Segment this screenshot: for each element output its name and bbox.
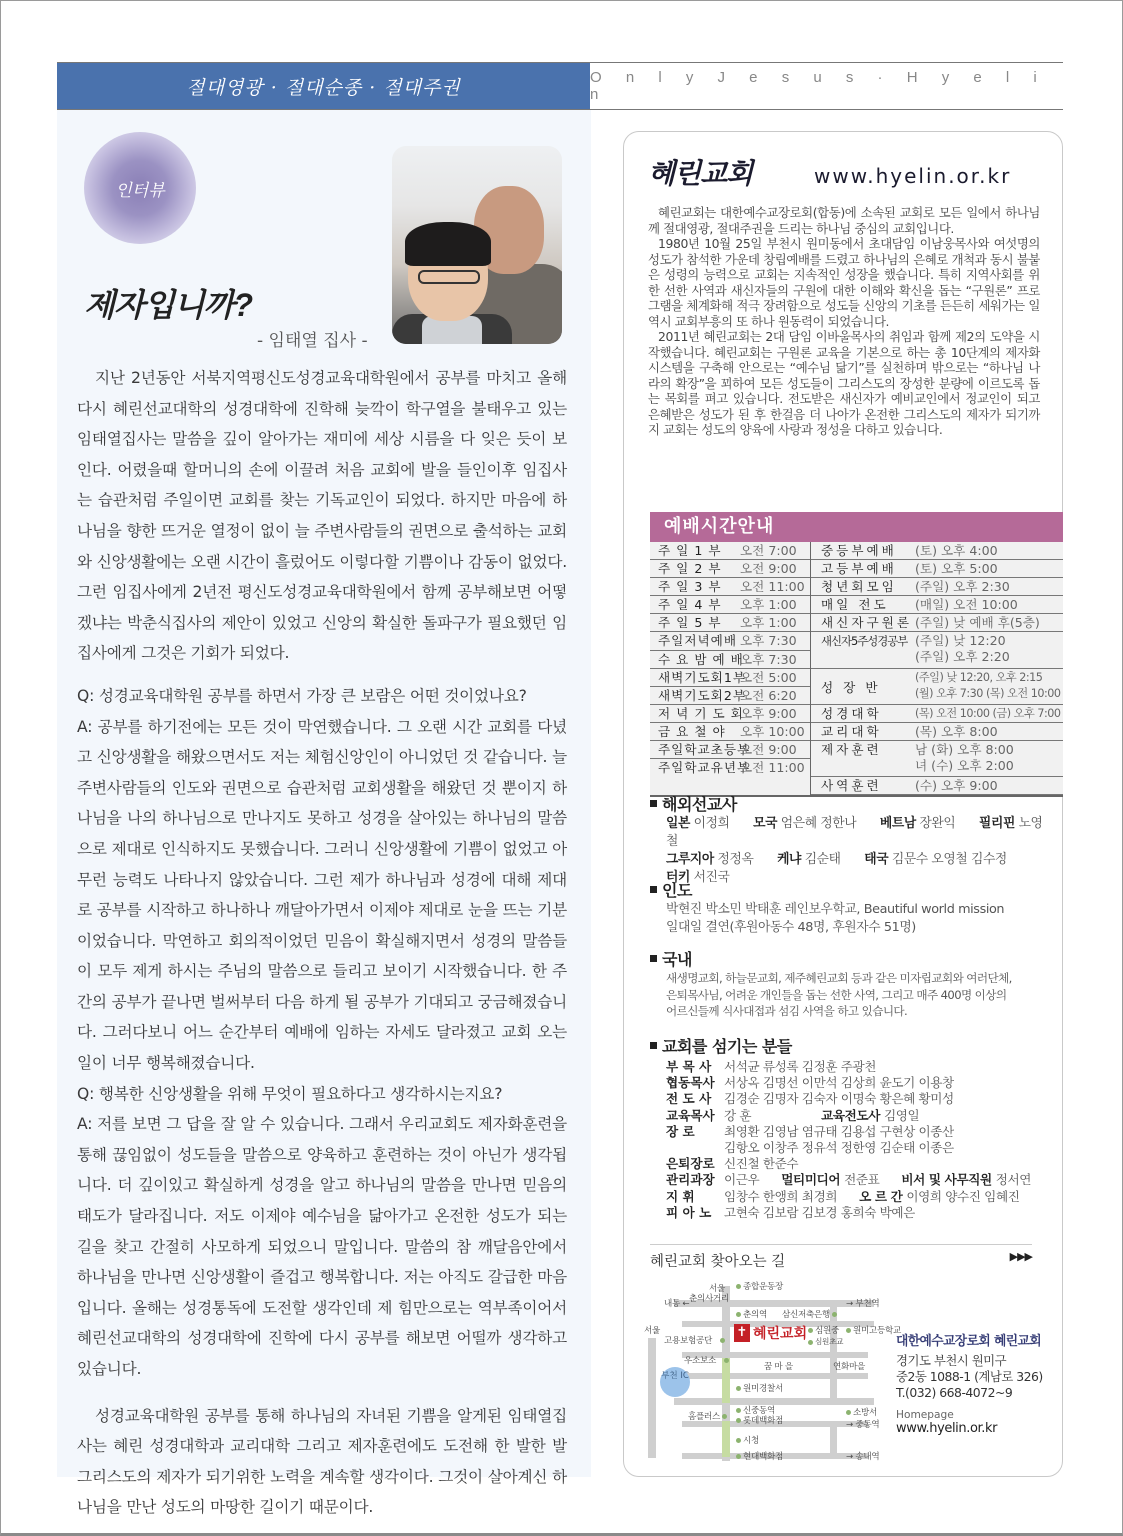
address-title: 대한예수교장로회 혜린교회 — [896, 1334, 1041, 1349]
staff-role: 오 르 간 — [859, 1188, 903, 1204]
staff-row — [666, 1205, 1060, 1221]
homepage-label: Homepage — [896, 1409, 954, 1421]
service-name: 교리대학 — [821, 723, 882, 739]
address-line: 경기도 부천시 원미구 — [896, 1353, 1007, 1368]
service-name: 주 일 4 부 — [658, 597, 722, 613]
india-missions — [650, 878, 1060, 937]
staff-names: 서석균 류성록 김정훈 주광천 — [724, 1059, 876, 1074]
map-label: → 중동역 — [846, 1420, 880, 1430]
interview-photo — [392, 146, 562, 344]
service-time: (주일) 낮 12:20 — [915, 633, 1006, 649]
section-title — [650, 878, 1060, 901]
staff-names: 정서연 — [995, 1172, 1032, 1188]
article-question: Q: 행복한 신앙생활을 위해 무엇이 필요하다고 생각하시는지요? — [77, 1084, 503, 1103]
overseas-missions — [650, 792, 1060, 887]
article-answer: A: 저를 보면 그 답을 잘 알 수 있습니다. 그래서 우리교회도 제자화훈련을 통해 끊임없이 성도들을 말씀으로 양육하고 훈련하는 것이 아닌가 생각됩니다. 더 깊이있고 확실하게 성경을 알고 하나님의 말씀을 만나면 믿음의 태도가 달라집니다. 저도 이제야 예수님을 닮아가고 온전한 성도가 되는 길을 찾고 간절히 사모하게 되었으니 말입니다. 말씀의 참 깨달음안에서 하나님을 만나면 신앙생활이 즐겁고 행복합니다. 저는 아직도 갈급한 마음입니다. 올해는 성경통독에 도전할 생각인데 제 힘만으로는 역부족이어서 혜린선교대학의 성경대학에 진학에 다시 공부를 해보면 어떨까 생각하고 있습니다. — [77, 1115, 567, 1378]
staff-row — [666, 1091, 1060, 1107]
schedule-row — [650, 614, 810, 632]
service-time: 오전 5:00 — [740, 669, 797, 685]
service-name: 새벽기도회2부 — [658, 687, 747, 703]
service-time: (주일) 낮 12:20, 오후 2:15 — [915, 670, 1043, 684]
interview-badge — [84, 132, 196, 244]
service-name: 주 일 2 부 — [658, 561, 722, 577]
service-name: 주일학교유년부 — [658, 760, 751, 776]
staff-names: 전준표 — [844, 1172, 880, 1188]
photo-figure — [418, 270, 480, 284]
country: 베트남 — [879, 816, 916, 831]
staff-row — [666, 1075, 1060, 1091]
country: 케냐 — [777, 852, 802, 867]
church-address — [896, 1330, 1056, 1436]
service-time: 녀 (수) 오후 2:00 — [915, 758, 1014, 774]
map-label: 롯데백화점 — [743, 1416, 784, 1426]
map-label: 원미경찰서 — [743, 1384, 784, 1394]
text-line: 일대일 결연(후원아동수 48명, 후원자수 51명) — [666, 920, 916, 935]
staff-row — [666, 1059, 1060, 1075]
interview-column — [57, 110, 591, 1517]
domestic-missions — [650, 947, 1060, 1020]
service-time: 오후 1:00 — [740, 597, 797, 613]
staff-names: 신진철 한준수 — [724, 1156, 799, 1172]
map-label: → 부천역 — [846, 1299, 880, 1309]
road — [830, 1426, 837, 1458]
church-map-marker — [734, 1323, 807, 1343]
country: 태국 — [864, 852, 889, 867]
map-label: 서울 — [709, 1284, 726, 1294]
schedule-row — [650, 542, 810, 560]
service-name: 새벽기도회1부 — [658, 669, 747, 685]
schedule-row — [650, 759, 810, 777]
service-name: 고등부예배 — [821, 561, 897, 577]
schedule-row — [650, 560, 810, 578]
staff-names: 최영환 김영남 염규태 김용섭 구현상 이종산 — [724, 1123, 954, 1139]
section-body — [650, 901, 1060, 937]
service-name: 성 장 반 — [821, 679, 881, 695]
service-time: (주일) 낮 예배 후(5층) — [915, 615, 1040, 631]
map-label: 시청 — [743, 1436, 760, 1446]
schedule-row — [811, 632, 1063, 668]
section-title-text: 인도 — [662, 881, 692, 900]
article-title: 제자입니까? — [84, 287, 253, 323]
schedule-row — [811, 723, 1063, 741]
text-line: 새생명교회, 하늘문교회, 제주혜린교회 등과 같은 미자립교회와 여러단체, — [666, 971, 1012, 985]
church-staff — [650, 1034, 1060, 1221]
map-label: 심원중 — [815, 1326, 840, 1336]
service-name: 매일 전도 — [821, 597, 889, 613]
staff-role: 멀티미디어 — [781, 1172, 841, 1188]
service-time: (주일) 오후 2:30 — [915, 579, 1010, 595]
map-label: 신중동역 — [743, 1406, 776, 1416]
map-label: 꿈 마 을 — [764, 1362, 793, 1372]
staff-list — [650, 1057, 1060, 1221]
staff-names: 강 훈 — [724, 1107, 752, 1123]
staff-names: 이근우 — [724, 1172, 760, 1188]
staff-role: 은퇴장로 — [666, 1156, 715, 1172]
map-label: 원미고등학교 — [853, 1326, 902, 1336]
service-name: 중등부예배 — [821, 543, 897, 558]
map-label: 삼신저축은행 — [782, 1310, 831, 1320]
service-name: 저 녁 기 도 회 — [658, 705, 744, 721]
tagline: O n l y J e s u s · H y e l i n — [590, 69, 1047, 103]
schedule-row — [650, 632, 810, 650]
service-name: 주 일 5 부 — [658, 615, 722, 631]
map-label: 연화마을 — [833, 1362, 866, 1372]
schedule-title: 예배시간안내 — [650, 512, 1063, 542]
service-time: (매일) 오전 10:00 — [915, 597, 1018, 613]
schedule-row — [811, 560, 1063, 578]
service-time: 오후 9:00 — [740, 705, 797, 721]
section-title — [650, 792, 1060, 815]
staff-names: 임창수 한앵희 최경희 — [724, 1188, 838, 1204]
map-church-label: 혜린교회 — [753, 1326, 808, 1342]
country: 그루지아 — [666, 852, 714, 867]
names: 김순태 — [804, 852, 841, 867]
staff-role: 피 아 노 — [666, 1204, 712, 1220]
section-title — [650, 1034, 1060, 1057]
article-byline: - 임태열 집사 - — [257, 331, 368, 351]
service-time: 오전 7:00 — [740, 543, 797, 558]
staff-role: 교육목사 — [666, 1107, 715, 1123]
text-line: 은퇴목사님, 어려운 개인들을 돕는 선한 사역, 그리고 매주 400명 이상의 — [666, 987, 1007, 1002]
staff-role: 전 도 사 — [666, 1091, 712, 1107]
service-name: 주 일 1 부 — [658, 543, 722, 558]
map-label: 심원초교 — [815, 1337, 844, 1346]
schedule-row — [650, 669, 810, 687]
schedule-row — [811, 542, 1063, 560]
directions-header — [650, 1244, 1032, 1271]
mission-line — [666, 815, 1060, 851]
names: 노영철 — [666, 816, 1043, 849]
section-body — [650, 815, 1060, 887]
service-time: 오전 9:00 — [740, 561, 797, 577]
staff-row — [666, 1189, 1060, 1205]
intro-paragraph: 혜린교회는 대한예수교장로회(합동)에 소속된 교회로 모든 일에서 하나님께 절대영광, 절대주권을 드리는 하나님 중심의 교회입니다. — [648, 205, 1040, 236]
church-logo: 혜린교회 — [648, 157, 753, 190]
church-url-link[interactable]: www.hyelin.or.kr — [814, 164, 1012, 188]
country: 모국 — [753, 816, 778, 831]
country: 일본 — [666, 816, 690, 831]
badge-label: 인터뷰 — [115, 180, 165, 201]
map-label: → 송내역 — [846, 1452, 880, 1462]
intro-paragraph: 1980년 10월 25일 부천시 원미동에서 초대담임 이남웅목사와 여섯명의 성도가 참석한 가운데 창립예배를 드렸고 하나님의 은혜로 개척과 동시 불붙은 성령의 능력으로 교회는 지속적인 성장을 했습니다. 특히 지역사회를 위한 선한 사역과 새신자들의 구원에 대한 이해와 확신을 돕는 “구원론” 프로그램을 체계화해 적극 장려함으로 성도들 신앙의 기초를 든든히 세워가는 일 역시 교회부흥의 또 하나 원동력이 되었습니다. — [648, 236, 1040, 329]
service-time: 오전 11:00 — [740, 760, 805, 776]
names: 김문수 오영철 김수정 — [891, 852, 1007, 867]
staff-role: 지 휘 — [666, 1188, 695, 1204]
country: 필리핀 — [979, 816, 1015, 831]
map-label: 내동 ← — [664, 1299, 690, 1309]
schedule-row — [811, 614, 1063, 632]
service-name: 새신자5주성경공부 — [821, 634, 908, 649]
schedule-row — [650, 651, 810, 669]
service-name: 제자훈련 — [821, 742, 882, 758]
schedule-row — [650, 687, 810, 705]
service-name: 수 요 밤 예 배 — [658, 651, 744, 667]
service-time: 오후 1:00 — [740, 615, 797, 631]
service-time: 오전 11:00 — [740, 579, 805, 595]
overpass — [722, 1421, 730, 1457]
map-label: 고용보험공단 — [664, 1336, 713, 1346]
staff-row — [666, 1140, 1060, 1156]
page-header — [57, 62, 1063, 110]
staff-role: 관리과장 — [666, 1172, 715, 1188]
schedule-row — [811, 741, 1063, 777]
staff-role: 협동목사 — [666, 1075, 715, 1091]
staff-role: 장 로 — [666, 1123, 695, 1139]
schedule-row — [811, 669, 1063, 705]
bullet-square-icon — [650, 886, 657, 893]
map-label: 서울 — [644, 1326, 661, 1336]
text-line: 박현진 박소민 박태훈 레인보우학교, Beautiful world mission — [666, 902, 1005, 917]
church-intro — [648, 205, 1040, 438]
address-line: 중2동 1088-1 (계남로 326) — [896, 1369, 1043, 1384]
schedule-row — [650, 723, 810, 741]
map-label: 우소보소 — [684, 1356, 717, 1366]
service-name: 주일저녁예배 — [658, 633, 737, 649]
section-body — [650, 970, 1060, 1020]
schedule-row — [650, 705, 810, 723]
service-time: 남 (화) 오후 8:00 — [915, 742, 1014, 758]
service-time: 오후 10:00 — [740, 723, 805, 739]
article-paragraph: 지난 2년동안 서북지역평신도성경교육대학원에서 공부를 마치고 올해 다시 혜린선교대학의 성경대학에 진학해 늦깍이 학구열을 불태우고 있는 임태열집사는 말씀을 깊이 알아가는 재미에 세상 시름을 다 잊은 듯이 보인다. 어렸을때 할머니의 손에 이끌려 처음 교회에 발을 들인이후 임집사는 습관처럼 주일이면 교회를 찾는 기독교인이 되었다. 하지만 마음에 하나님을 향한 뜨거운 열정이 없이 늘 주변사람들의 권면으로 출석하는 교회와 신앙생활에는 오랜 시간이 흘렀어도 이렇다할 기쁨이나 감동이 없었다. 그런 임집사에게 2년전 평신도성경교육대학원에서 함께 공부해보면 어떻겠냐는 박춘식집사의 제안이 있었고 신앙의 확실한 돌파구가 필요했던 임집사에게 그것은 기회가 되었다. — [77, 369, 567, 663]
staff-names: 김영일 — [883, 1107, 920, 1123]
service-time: (토) 오후 4:00 — [915, 543, 998, 558]
section-title-text: 해외선교사 — [662, 795, 737, 814]
service-name: 주 일 3 부 — [658, 579, 722, 595]
bullet-square-icon — [650, 800, 657, 807]
triple-arrow-icon[interactable]: ▶▶▶ — [1009, 1250, 1032, 1263]
slogan-banner: 절대영광 · 절대순종 · 절대주권 — [57, 63, 590, 109]
phone-number: T.(032) 668-4072~9 — [896, 1385, 1013, 1400]
section-title — [650, 947, 1060, 970]
schedule-table — [650, 542, 1063, 797]
photo-figure — [405, 222, 491, 266]
bucheon-ic-marker: 부천 IC — [660, 1367, 690, 1397]
service-time: (수) 오후 9:00 — [915, 778, 998, 794]
service-name: 성경대학 — [821, 705, 882, 721]
names: 정정옥 — [717, 852, 754, 867]
text-line: 어르신들께 식사대접과 섬김 사역을 하고 있습니다. — [666, 1004, 908, 1018]
staff-row — [666, 1172, 1060, 1188]
names: 이정희 — [693, 816, 730, 831]
staff-names: 김경순 김명자 김숙자 이명숙 황은혜 황미성 — [724, 1091, 954, 1107]
staff-row — [666, 1156, 1060, 1172]
schedule-left-column — [650, 542, 811, 795]
schedule-row — [811, 578, 1063, 596]
service-time: (목) 오전 10:00 (금) 오후 7:00 — [915, 706, 1061, 720]
road — [648, 1338, 656, 1458]
map-label: 종합운동장 — [743, 1282, 784, 1292]
service-time: 오전 9:00 — [740, 742, 797, 758]
cross-icon: ✝ — [734, 1324, 750, 1342]
service-name: 금 요 철 야 — [658, 723, 726, 739]
staff-names: 고현숙 김보람 김보경 홍희숙 박예은 — [724, 1204, 915, 1220]
article-body — [77, 363, 567, 1523]
schedule-right-column — [811, 542, 1063, 795]
article-paragraph: 성경교육대학원 공부를 통해 하나님의 자녀된 기쁨을 알게된 임태열집사는 혜린 성경대학과 교리대학 그리고 제자훈련에도 도전해 한 발한 발 그리스도의 제자가 되기위한 노력을 계속할 생각이다. 그것이 살아계신 하나님을 만난 성도의 마땅한 길이기 때문이다. — [77, 1406, 567, 1517]
staff-names: 김항오 이창주 정유석 정한영 김순태 이종은 — [724, 1140, 954, 1156]
service-time: 오후 7:30 — [740, 633, 797, 649]
staff-names: 이영희 양수진 임혜진 — [906, 1188, 1020, 1204]
service-name: 주일학교초등부 — [658, 742, 751, 758]
worship-schedule — [650, 512, 1063, 797]
homepage-link[interactable]: www.hyelin.or.kr — [896, 1421, 998, 1436]
schedule-row — [650, 741, 810, 759]
service-time: (주일) 오후 2:20 — [915, 649, 1010, 665]
schedule-row — [650, 596, 810, 614]
map-label: 소방서 — [853, 1408, 878, 1418]
road — [682, 1373, 868, 1379]
intro-paragraph: 2011년 혜린교회는 2대 담임 이바울목사의 취임과 함께 제2의 도약을 시작했습니다. 혜린교회는 구원론 교육을 기본으로 하는 총 10단계의 제자화시스템을 구축해 안으로는 “예수님 닮기”를 실천하며 밖으로는 “하나님 나라의 확장”을 꾀하여 모든 성도들이 그리스도의 장성한 분량에 이르도록 돕는 목회를 펴고 있습니다. 전도받은 새신자가 예비교인에서 정교인이 되고 은혜받은 성도가 된 후 한걸음 더 나아가 온전한 그리스도의 제자가 되기까지 교회는 성도의 양육에 사랑과 정성을 다하고 있습니다. — [648, 329, 1040, 437]
map-label: 현대백화점 — [743, 1452, 784, 1462]
church-info-box — [623, 131, 1063, 1477]
staff-row — [666, 1108, 1060, 1124]
bullet-square-icon — [650, 1042, 657, 1049]
service-time: (월) 오후 7:30 (목) 오전 10:00 — [915, 686, 1061, 700]
schedule-row — [811, 596, 1063, 614]
staff-row — [666, 1124, 1060, 1140]
staff-role — [666, 1140, 724, 1156]
schedule-row — [650, 578, 810, 596]
names: 서진국 — [693, 870, 730, 885]
map-label: 홈플러스 — [688, 1412, 721, 1422]
section-title-text: 국내 — [662, 950, 692, 969]
service-name: 새신자구원론 — [821, 615, 912, 631]
service-time: (토) 오후 5:00 — [915, 561, 998, 577]
directions-title: 혜린교회 찾아오는 길 — [650, 1254, 786, 1270]
country: 터키 — [666, 870, 690, 885]
staff-role: 비서 및 사무직원 — [901, 1172, 992, 1188]
directions-map — [634, 1276, 902, 1468]
article-question: Q: 성경교육대학원 공부를 하면서 가장 큰 보람은 어떤 것이었나요? — [77, 686, 527, 705]
map-label: 춘의역 — [743, 1310, 768, 1320]
staff-role: 부 목 사 — [666, 1059, 712, 1074]
bullet-square-icon — [650, 955, 657, 962]
section-title-text: 교회를 섬기는 분들 — [662, 1037, 792, 1056]
staff-names: 서상옥 김명선 이만석 김상희 윤도기 이용창 — [724, 1075, 954, 1091]
service-name: 청년회모임 — [821, 579, 897, 595]
staff-role: 교육전도사 — [821, 1107, 880, 1123]
service-name: 사역훈련 — [821, 778, 882, 794]
service-time: 오후 7:30 — [740, 651, 797, 667]
map-label: 춘의사거리 — [689, 1294, 730, 1304]
names: 장완익 — [919, 816, 956, 831]
service-time: 오전 6:20 — [740, 687, 797, 703]
mission-line — [666, 851, 1060, 869]
names: 엄은혜 정한나 — [780, 816, 857, 831]
article-answer: A: 공부를 하기전에는 모든 것이 막연했습니다. 그 오랜 시간 교회를 다녔고 신앙생활을 해왔으면서도 저는 체험신앙인이 아니었던 것 같습니다. 늘 주변사람들의 인도와 권면으로 습관처럼 교회생활을 해왔던 것 뿐이지 하나님을 나의 하나님으로 만나지도 못하고 성경을 살아있는 하나님의 말씀으로 제대로 인식하지도 못했습니다. 그러니 신앙생활에 기쁨이 없었고 아무런 능력도 나타나지 않았습니다. 그런 제가 하나님과 성경에 대해 제대로 공부를 시작하고 하나하나 깨달아가면서 이제야 제대로 눈을 뜨는 기분이었습니다. 막연하고 회의적이었던 믿음이 확실해지면서 성경의 말씀들이 모두 제게 하시는 주님의 말씀으로 들리고 보이기 시작했습니다. 한 주간의 공부가 끝나면 벌써부터 다음 하게 될 공부가 기대되고 궁금해졌습니다. 그러다보니 어느 순간부터 예배에 임하는 자세도 달라졌고 교회 오는 일이 너무 행복해졌습니다. — [77, 717, 567, 1073]
schedule-row — [811, 705, 1063, 723]
service-time: (목) 오후 8:00 — [915, 723, 998, 739]
